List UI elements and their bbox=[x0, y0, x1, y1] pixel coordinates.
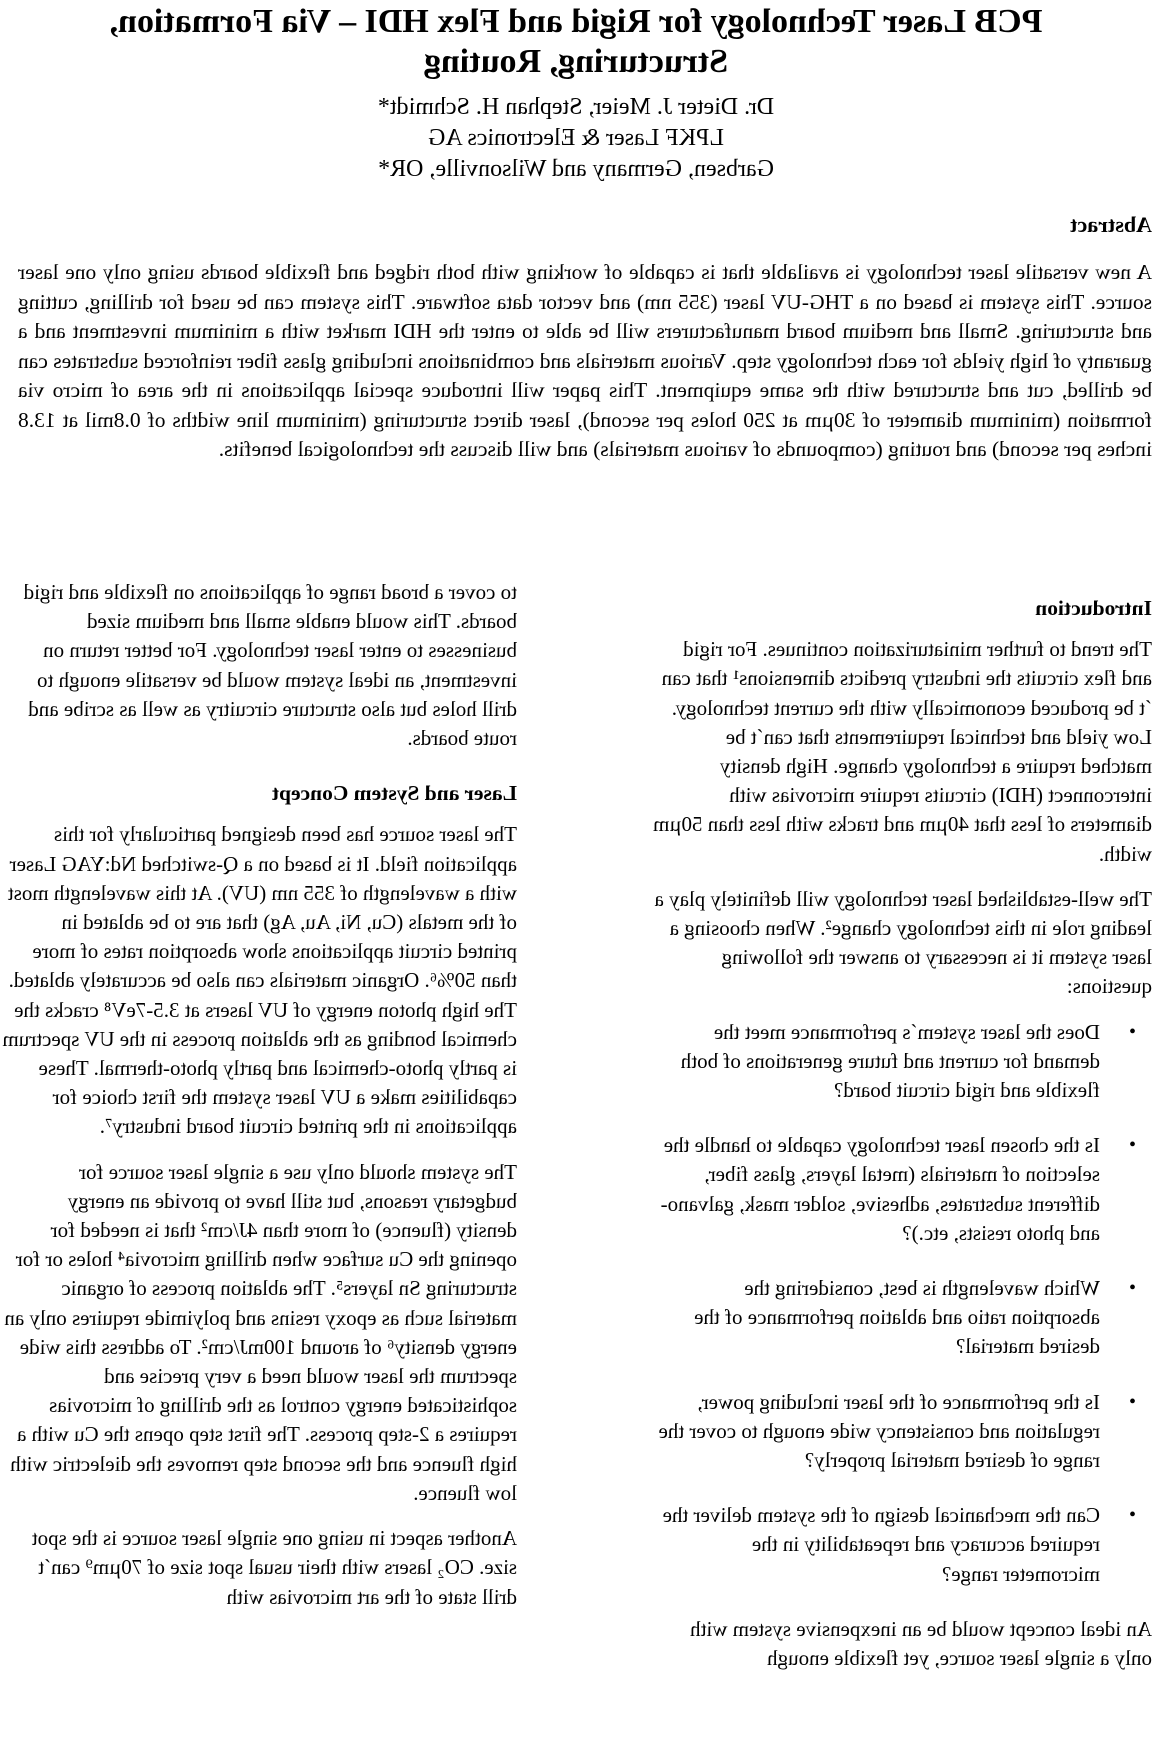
paper-title: PCB Laser Technology for Rigid and Flex HDI – Via Formation, Structuring, Routing bbox=[109, 3, 1043, 80]
column-right bbox=[2, 578, 517, 1628]
bullet-icon: • bbox=[1128, 1504, 1136, 1527]
abstract-heading: Abstract bbox=[1070, 212, 1152, 237]
laser-system-paragraph-2: The system should only use a single laser source for budgetary reasons, but still have to provide an energy density (fluence) of more than 4J/cm² that is needed for opening the Cu surface when drilling microvia⁴ holes or for structuring Sn layers⁵. The ablation process of organic material such as epoxy resins and polyimide requires only an energy density⁶ of around 100mJ/cm². To address this wide spectrum the laser would need a very precise and sophisticated energy control as the drilling of microvias requires a 2-step process. The first step opens the Cu with a high fluence and the second step removes the dielectric with low fluence. bbox=[4, 1159, 517, 1505]
list-item bbox=[652, 1018, 1152, 1106]
list-item-text: Can the mechanical design of the system deliver the required accuracy and repeatability in the micrometer range? bbox=[662, 1503, 1100, 1586]
list-item-text: Is the performance of the laser including power, regulation and consistency wide enough to cover the range of desired material properly? bbox=[658, 1389, 1100, 1473]
introduction-paragraph-2: The well-established laser technology will definitely play a leading role in this technology change². When choosing a laser system it is necessary to answer the following questions: bbox=[654, 886, 1152, 999]
list-item bbox=[652, 1388, 1152, 1476]
list-item bbox=[652, 1131, 1152, 1248]
introduction-paragraph-1: The trend to further miniaturization continues. For rigid and flex circuits the industry predicts dimensions¹ that can´t be produced economically with the current technology. Low yield and technical requirements that can´t be matched require a technology change. High density interconnect (HDI) circuits require microvias with diameters of less that 40µm and tracks with less than 50µm width. bbox=[653, 637, 1152, 866]
bullet-icon: • bbox=[1128, 1020, 1136, 1043]
introduction-paragraph-3-continued: to cover a broad range of applications on flexible and rigid boards. This would enable small and medium sized businesses to enter laser technology. For better return on investment, an ideal system would be versatile enough to drill holes but also structure circuitry as well as scribe and route boards. bbox=[23, 580, 517, 751]
list-item-text: Which wavelength is best, considering the absorption ratio and ablation performance of the desired material? bbox=[694, 1276, 1100, 1359]
list-item bbox=[652, 1274, 1152, 1362]
author-location: Garbsen, Germany and Wilsonville, OR* bbox=[378, 156, 774, 182]
list-item bbox=[652, 1501, 1152, 1589]
bullet-icon: • bbox=[1128, 1134, 1136, 1157]
question-list bbox=[652, 1018, 1152, 1589]
laser-system-heading: Laser and System Concept bbox=[271, 781, 517, 806]
laser-system-paragraph-3: Another aspect in using one single laser source is the spot size. CO₂ lasers with their usual spot size of 70µm⁹ can´t drill state of the art microvias with bbox=[31, 1526, 517, 1609]
bullet-icon: • bbox=[1128, 1277, 1136, 1300]
introduction-paragraph-3: An ideal concept would be an inexpensive system with only a single laser source, yet flexible enough bbox=[690, 1616, 1152, 1671]
list-item-text: Is the chosen laser technology capable to handle the selection of materials (metal layers, glass fiber, different substrates, adhesive, solder mask, galvano- and photo resists, etc.)? bbox=[660, 1133, 1100, 1245]
bullet-icon: • bbox=[1128, 1390, 1136, 1413]
author-block bbox=[40, 92, 1112, 185]
column-left bbox=[652, 594, 1152, 1689]
introduction-heading: Introduction bbox=[1035, 596, 1152, 620]
laser-system-paragraph-1: The laser source has been designed particularly for this application field. It is based on a Q-switched Nd:YAG Laser with a wavelength of 355 nm (UV). At this wavelength most of the metals (Cu, Ni, Au, Ag) that are to be ablated in printed circuit applications show absorption rates of more than 50%⁶. Organic materials can also be accurately ablated. The high photon energy of UV lasers at 3.5-7eV⁸ cracks the chemical bonding as the ablation process in the UV spectrum is partly photo-chemical and partly photo-thermal. These capabilities make a UV laser system the first choice for applications in the printed circuit board industry⁷. bbox=[2, 822, 517, 1139]
author-names: Dr. Dieter J. Meier, Stephan H. Schmidt* bbox=[377, 94, 775, 120]
author-company: LPKF Laser & Electronics AG bbox=[428, 125, 724, 151]
list-item-text: Does the laser system´s performance meet the demand for current and future generations of both flexible and rigid circuit board? bbox=[680, 1019, 1100, 1103]
abstract-text: A new versatile laser technology is available that is capable of working with both ridged and flexible boards using only one laser source. This system is based on a THG-UV laser (355 nm) and vector data software. This system can be used for drilling, cutting and structuring. Small and medium board manufacturers will be able to enter the HDI market with a minimum investment and a guaranty of high yields for each technology step. Various materials and combinations including glass fiber reinforced substrates can be drilled, cut and structured with the same equipment. This paper will introduce special applications in the area of micro via formation (minimum diameter of 30µm at 250 holes per second), laser direct structuring (minimum line widths of 0.8mil at 13.8 inches per second) and routing (compounds of various materials) and will discuss the technological benefits. bbox=[18, 260, 1152, 461]
